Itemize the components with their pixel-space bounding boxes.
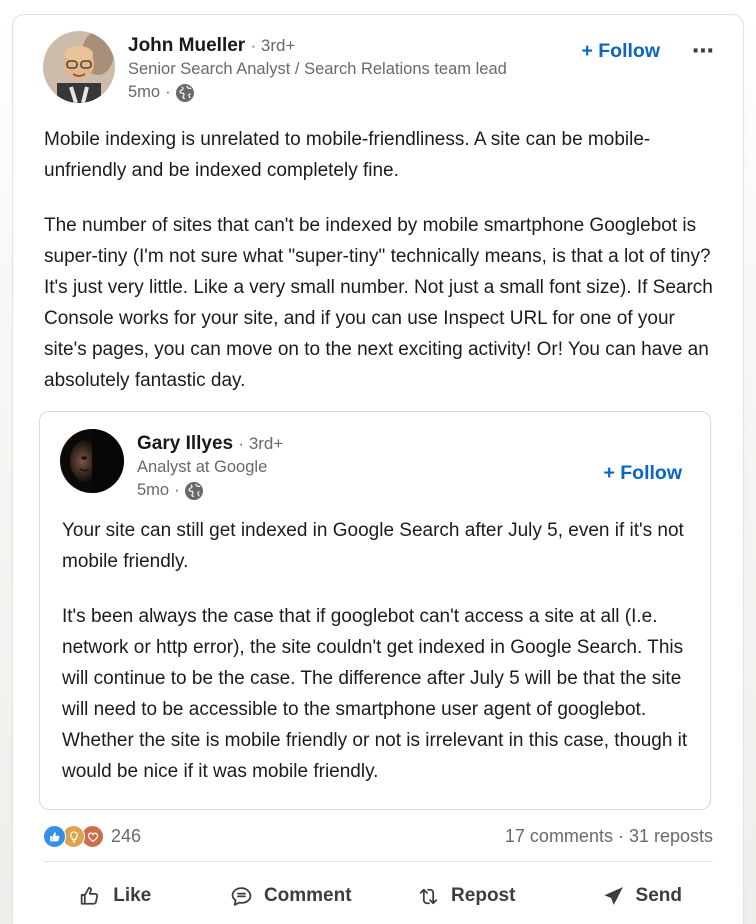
author-headline: Senior Search Analyst / Search Relations team lead: [128, 60, 507, 78]
gary-illyes-avatar[interactable]: [60, 429, 124, 493]
quoted-post-card[interactable]: [39, 411, 711, 810]
globe-icon: [185, 482, 203, 500]
comment-button[interactable]: [203, 867, 379, 924]
header-controls: [575, 31, 719, 104]
quoted-author-headline: Analyst at Google: [137, 458, 268, 476]
linkedin-post-card: [12, 14, 744, 924]
follow-button[interactable]: + Follow: [575, 36, 666, 66]
connection-degree: 3rd+: [260, 36, 296, 55]
reactions-group[interactable]: [43, 825, 141, 848]
repost-label: Repost: [451, 885, 516, 906]
quoted-post-paragraph: It's been always the case that if googlebot can't access a site at all (I.e. network or http error), the site couldn't get indexed in Google Search. This will continue to be the case. The difference after July 5 will be that the site will need to be accessible to the smartphone user agent of googlebot. Whether the site is mobile friendly or not is irrelevant in this case, though it would be nice if it was mobile friendly.: [62, 606, 688, 782]
like-button[interactable]: [27, 867, 203, 924]
quoted-post-meta: 5mo ·: [137, 479, 597, 502]
reaction-count[interactable]: 246: [111, 826, 142, 846]
john-mueller-avatar[interactable]: [43, 31, 115, 103]
social-counts-row: [43, 810, 713, 862]
avatar-image: [60, 429, 124, 493]
more-options-button[interactable]: ⋯: [688, 36, 719, 66]
quoted-author-info: [137, 429, 597, 502]
send-label: Send: [635, 885, 682, 906]
send-icon: [601, 884, 626, 909]
thumbs-up-icon: [78, 884, 103, 909]
post-meta: 5mo ·: [128, 81, 575, 104]
post-paragraph: The number of sites that can't be indexed by mobile smartphone Googlebot is super-tiny (I'm not sure what "super-tiny" technically means, is that a lot of tiny? It's just very little. Like a very small number. Not just a small font size). If Search Console works for your site, and if you can use Inspect URL for one of your site's pages, you can move on to the next exciting activity! Or! You can have an absolutely fantastic day.: [44, 215, 713, 391]
like-label: Like: [113, 885, 152, 906]
quoted-post-header: [40, 412, 710, 502]
comments-reposts-count[interactable]: 17 comments · 31 reposts: [504, 826, 713, 846]
quoted-post-age: 5mo: [137, 481, 170, 499]
quoted-connection-degree: 3rd+: [248, 434, 284, 453]
comment-label: Comment: [263, 885, 352, 906]
quoted-follow-button[interactable]: + Follow: [597, 458, 688, 488]
post-paragraph: Mobile indexing is unrelated to mobile-friendliness. A site can be mobile-unfriendly and be indexed completely fine.: [44, 129, 651, 181]
author-info: [128, 31, 575, 104]
avatar-image: [43, 31, 115, 103]
quoted-author-name[interactable]: Gary Illyes: [137, 433, 234, 454]
globe-icon: [176, 84, 194, 102]
author-name-row[interactable]: John Mueller · 3rd+: [128, 35, 296, 56]
post-age: 5mo: [128, 83, 161, 101]
send-button[interactable]: [554, 867, 730, 924]
like-thumb-icon: [43, 825, 66, 848]
quoted-author-name-row[interactable]: Gary Illyes · 3rd+: [137, 433, 284, 454]
quoted-post-text: [40, 502, 710, 809]
comment-icon: [229, 884, 254, 909]
quoted-header-controls: [597, 444, 688, 488]
repost-icon: [416, 884, 441, 909]
author-name[interactable]: John Mueller: [128, 35, 246, 56]
post-text: [13, 104, 743, 396]
quoted-post-paragraph: Your site can still get indexed in Google Search after July 5, even if it's not mobile friendly.: [62, 520, 684, 572]
repost-button[interactable]: [378, 867, 554, 924]
post-header: [13, 15, 743, 104]
action-bar: [13, 862, 743, 924]
